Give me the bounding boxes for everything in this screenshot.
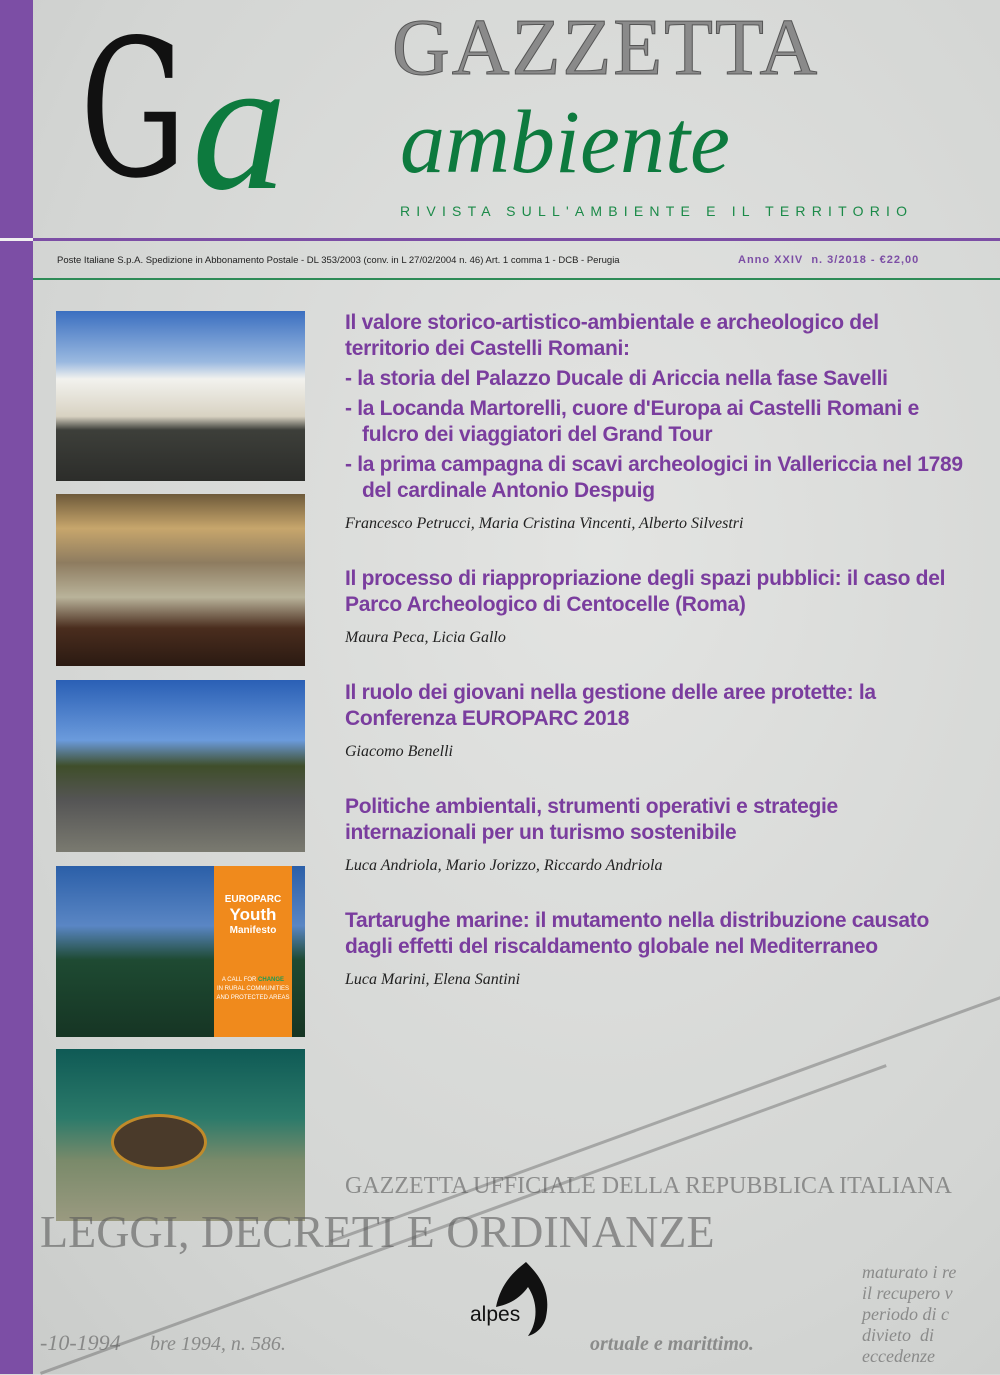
article-authors: Francesco Petrucci, Maria Cristina Vincenti, Alberto Silvestri — [345, 515, 744, 532]
article-subtitle: - la storia del Palazzo Ducale di Ariccia nella fase Savelli — [345, 367, 888, 390]
article-2 — [345, 566, 965, 648]
article-1 — [345, 310, 965, 534]
call-word: CHANGE — [258, 977, 285, 983]
panel-youth: Youth — [229, 905, 277, 924]
photo-sea-turtle — [56, 1049, 305, 1221]
logo-letter-a: a — [192, 20, 287, 230]
youth-manifesto-panel — [214, 866, 292, 1037]
article-title: Il ruolo dei giovani nella gestione delle aree protette: la Conferenza EUROPARC 2018 — [345, 681, 876, 730]
photo-palazzo-ducale — [56, 311, 305, 481]
watermark-column: maturato i re il recupero v periodo di c divieto di eccedenze — [862, 1262, 957, 1366]
article-authors: Luca Marini, Elena Santini — [345, 971, 521, 988]
photo-park-visitors — [56, 680, 305, 852]
logo-letter-g: G — [80, 0, 187, 220]
turtle-shape — [111, 1114, 207, 1170]
watermark-line-a: bre 1994, n. 586. — [150, 1333, 286, 1355]
issue-info: Anno XXIV n. 3/2018 - €22,00 — [738, 254, 920, 266]
photo-frescoed-hall — [56, 494, 305, 666]
spine-notch — [0, 238, 33, 241]
article-5 — [345, 908, 965, 990]
article-authors: Giacomo Benelli — [345, 743, 453, 760]
article-subtitle: - la Locanda Martorelli, cuore d'Europa ai Castelli Romani e fulcro dei viaggiatori del Grand Tour — [345, 397, 919, 446]
tagline: RIVISTA SULL'AMBIENTE E IL TERRITORIO — [400, 203, 914, 219]
call-prefix: A CALL FOR — [221, 977, 259, 983]
magazine-title-ambiente: ambiente — [400, 93, 730, 192]
call-rest: IN RURAL COMMUNITIES AND PROTECTED AREAS — [216, 986, 290, 1001]
photo-europarc-youth — [56, 866, 305, 1037]
article-4 — [345, 794, 965, 876]
watermark-headline: LEGGI, DECRETI E ORDINANZE — [40, 1206, 715, 1257]
panel-europarc: EUROPARC — [224, 894, 282, 905]
article-authors: Maura Peca, Licia Gallo — [345, 629, 506, 646]
postal-info: Poste Italiane S.p.A. Spedizione in Abbonamento Postale - DL 353/2003 (conv. in L 27/02/2004 n. 46) Art. 1 comma 1 - DCB - Perugia — [57, 255, 620, 266]
article-subtitle: - la prima campagna di scavi archeologici in Vallericcia nel 1789 del cardinale Antonio Despuig — [345, 453, 963, 502]
article-title: Politiche ambientali, strumenti operativi e strategie internazionali per un turismo sostenibile — [345, 795, 838, 844]
purple-spine-stripe — [0, 0, 33, 1374]
article-title: Il processo di riappropriazione degli spazi pubblici: il caso del Parco Archeologico di Centocelle (Roma) — [345, 567, 946, 616]
panel-call — [214, 976, 292, 1003]
magazine-title-gazzetta: GAZZETTA — [392, 4, 820, 92]
article-title: Il valore storico-artistico-ambientale e archeologico del territorio dei Castelli Romani: — [345, 311, 879, 360]
table-of-contents — [345, 310, 965, 990]
divider-green — [33, 278, 1000, 280]
article-3 — [345, 680, 965, 762]
watermark-date: -10-1994 — [40, 1330, 121, 1355]
article-title: Tartarughe marine: il mutamento nella distribuzione causato dagli effetti del riscaldamento globale nel Mediterraneo — [345, 909, 930, 958]
watermark-line-b: ortuale e marittimo. — [590, 1333, 754, 1355]
publisher-name: alpes — [470, 1303, 521, 1326]
panel-manifesto: Manifesto — [229, 925, 277, 936]
divider-purple — [33, 238, 1000, 241]
article-authors: Luca Andriola, Mario Jorizzo, Riccardo Andriola — [345, 857, 663, 874]
watermark-masthead: GAZZETTA UFFICIALE DELLA REPUBBLICA ITALIANA — [345, 1173, 952, 1199]
